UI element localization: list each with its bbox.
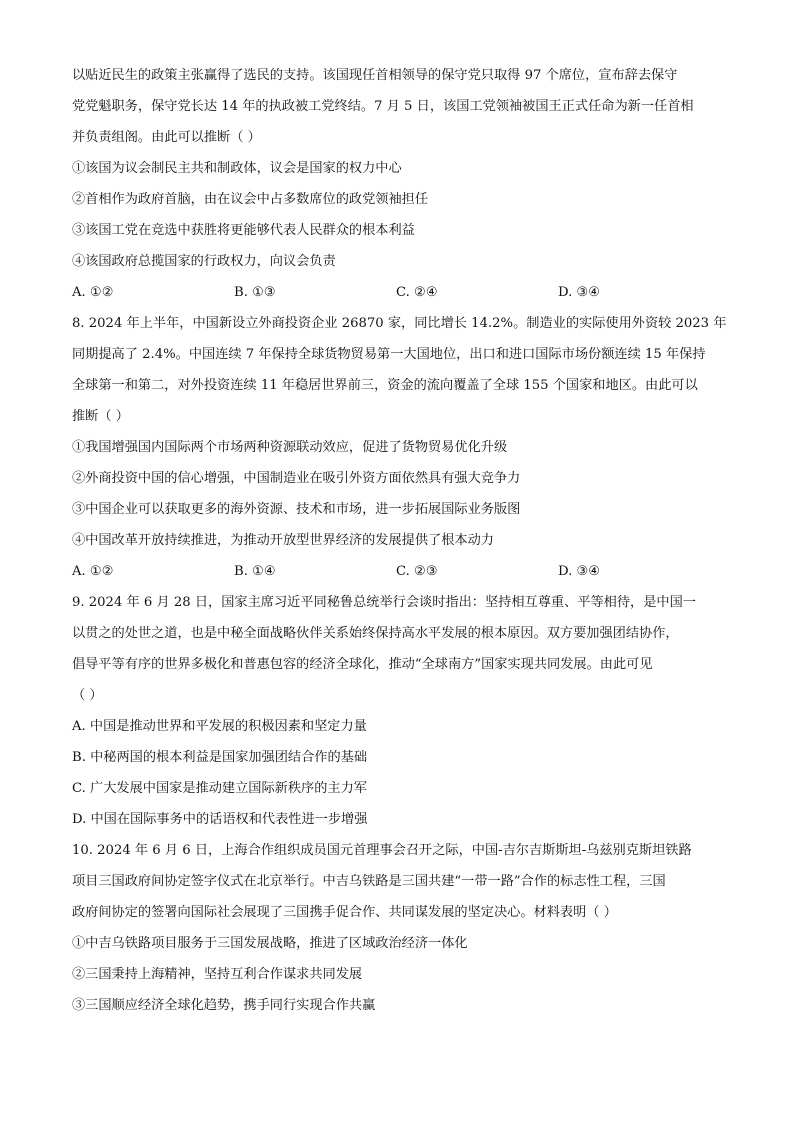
question-7-stem-line: 以贴近民生的政策主张赢得了选民的支持。该国现任首相领导的保守党只取得 97 个席位，宣布辞去保守 [72, 68, 678, 83]
question-8-options [72, 556, 722, 587]
question-10-item-2: ②三国秉持上海精神，坚持互利合作谋求共同发展 [72, 967, 363, 982]
exam-page [72, 60, 727, 1021]
question-7-option-d[interactable]: D. ③④ [558, 285, 601, 300]
question-7-options [72, 277, 722, 308]
question-8-stem-line: 8. 2024 年上半年，中国新设立外商投资企业 26870 家，同比增长 14.2%。制造业的实际使用外资较 2023 年 [72, 316, 727, 331]
question-9-choice-d[interactable]: D. 中国在国际事务中的话语权和代表性进一步增强 [72, 812, 368, 827]
question-9-choice-c[interactable]: C. 广大发展中国家是推动建立国际新秩序的主力军 [72, 781, 367, 796]
question-9 [72, 587, 722, 835]
question-8-stem-line: 同期提高了 2.4%。中国连续 7 年保持全球货物贸易第一大国地位，出口和进口国际市场份额连续 15 年保持 [72, 347, 706, 362]
question-8-item-2: ②外商投资中国的信心增强，中国制造业在吸引外资方面依然具有强大竞争力 [72, 471, 521, 486]
question-7-item-2: ②首相作为政府首脑，由在议会中占多数席位的政党领袖担任 [72, 192, 429, 207]
question-7-item-4: ④该国政府总揽国家的行政权力，向议会负责 [72, 254, 336, 269]
question-7-stem-line: 党党魁职务，保守党长达 14 年的执政被工党终结。7 月 5 日，该国工党领袖被国王正式任命为新一任首相 [72, 99, 694, 114]
question-8-item-3: ③中国企业可以获取更多的海外资源、技术和市场，进一步拓展国际业务版图 [72, 502, 521, 517]
question-7-option-a[interactable]: A. ①② [72, 285, 114, 300]
question-7-option-c[interactable]: C. ②④ [396, 285, 438, 300]
question-9-stem-line: 倡导平等有序的世界多极化和普惠包容的经济全球化，推动“全球南方”国家实现共同发展。由此可见 [72, 657, 653, 672]
question-10-stem-line: 项目三国政府间协定签字仪式在北京举行。中吉乌铁路是三国共建“一带一路”合作的标志性工程，三国 [72, 874, 666, 889]
question-10-item-1: ①中吉乌铁路项目服务于三国发展战略，推进了区域政治经济一体化 [72, 936, 468, 951]
question-8 [72, 308, 727, 587]
question-7 [72, 60, 722, 308]
question-7-item-3: ③该国工党在竞选中获胜将更能够代表人民群众的根本利益 [72, 223, 415, 238]
question-8-option-b[interactable]: B. ①④ [234, 564, 276, 579]
question-10 [72, 835, 722, 1021]
question-9-choice-b[interactable]: B. 中秘两国的根本利益是国家加强团结合作的基础 [72, 750, 368, 765]
question-8-option-c[interactable]: C. ②③ [396, 564, 438, 579]
question-8-option-d[interactable]: D. ③④ [558, 564, 601, 579]
question-8-stem-line: 推断（ ） [72, 409, 129, 424]
question-7-item-1: ①该国为议会制民主共和制政体，议会是国家的权力中心 [72, 161, 402, 176]
question-8-item-4: ④中国改革开放持续推进，为推动开放型世界经济的发展提供了根本动力 [72, 533, 494, 548]
question-9-stem-line: 9. 2024 年 6 月 28 日，国家主席习近平同秘鲁总统举行会谈时指出：坚持相互尊重、平等相待，是中国一 [72, 595, 696, 610]
question-7-stem-line: 并负责组阁。由此可以推断（ ） [72, 130, 261, 145]
question-8-option-a[interactable]: A. ①② [72, 564, 114, 579]
question-8-item-1: ①我国增强国内国际两个市场两种资源联动效应，促进了货物贸易优化升级 [72, 440, 508, 455]
question-10-item-3: ③三国顺应经济全球化趋势，携手同行实现合作共赢 [72, 998, 376, 1013]
question-9-stem-line: 以贯之的处世之道，也是中秘全面战略伙伴关系始终保持高水平发展的根本原因。双方要加强团结协作， [72, 626, 679, 641]
question-9-stem-line: （ ） [72, 688, 103, 703]
question-10-stem-line: 政府间协定的签署向国际社会展现了三国携手促合作、共同谋发展的坚定决心。材料表明（ ） [72, 905, 617, 920]
question-8-stem-line: 全球第一和第二，对外投资连续 11 年稳居世界前三，资金的流向覆盖了全球 155 个国家和地区。由此可以 [72, 378, 698, 393]
question-7-option-b[interactable]: B. ①③ [234, 285, 276, 300]
question-9-choice-a[interactable]: A. 中国是推动世界和平发展的积极因素和坚定力量 [72, 719, 367, 734]
question-10-stem-line: 10. 2024 年 6 月 6 日，上海合作组织成员国元首理事会召开之际，中国-吉尔吉斯斯坦-乌兹别克斯坦铁路 [72, 843, 692, 858]
